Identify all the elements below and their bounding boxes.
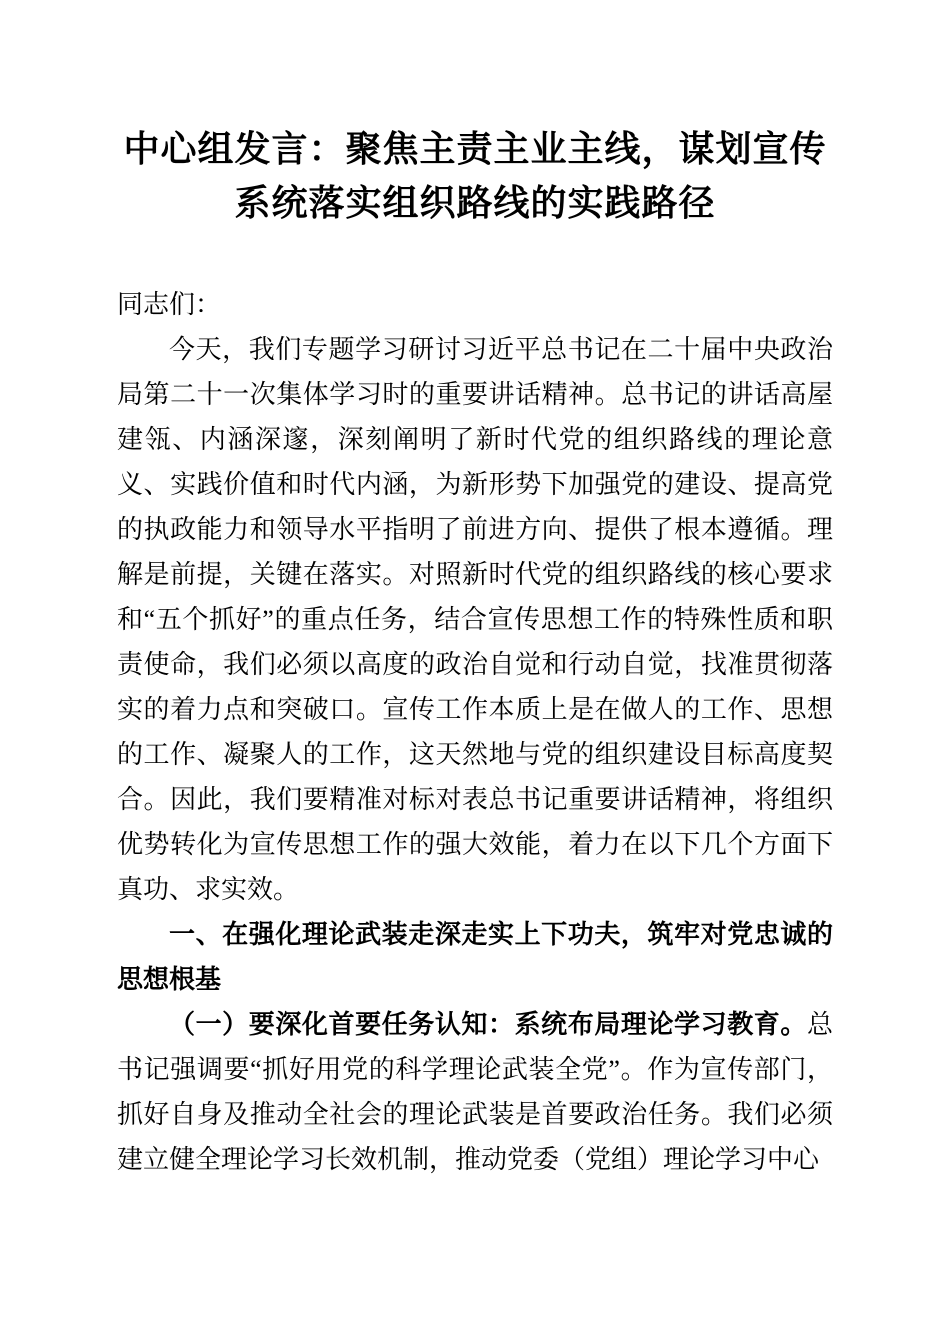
section1-item1-body-text: 总书记强调要“抓好用党的科学理论武装全党”。作为宣传部门，抓好自身及推动全社会的理论武装是首要政治任务。我们必须建立健全理论学习长效机制，推动党委（党组）理论学习中心 (117, 1010, 833, 1174)
section1-item1-lead-phrase: （一）要深化首要任务认知：系统布局理论学习教育。 (169, 1010, 807, 1039)
salutation: 同志们： (117, 290, 222, 319)
section1-item1-paragraph (117, 1002, 833, 1182)
document-title: 中心组发言：聚焦主责主业主线，谋划宣传系统落实组织路线的实践路径 (123, 129, 827, 223)
section-heading-1: 一、在强化理论武装走深走实上下功夫，筑牢对党忠诚的思想根基 (117, 919, 833, 994)
opening-paragraph: 今天，我们专题学习研讨习近平总书记在二十届中央政治局第二十一次集体学习时的重要讲话精神。总书记的讲话高屋建瓴、内涵深邃，深刻阐明了新时代党的组织路线的理论意义、实践价值和时代内涵，为新形势下加强党的建设、提高党的执政能力和领导水平指明了前进方向、提供了根本遵循。理解是前提，关键在落实。对照新时代党的组织路线的核心要求和“五个抓好”的重点任务，结合宣传思想工作的特殊性质和职责使命，我们必须以高度的政治自觉和行动自觉，找准贯彻落实的着力点和突破口。宣传工作本质上是在做人的工作、思想的工作、凝聚人的工作，这天然地与党的组织建设目标高度契合。因此，我们要精准对标对表总书记重要讲话精神，将组织优势转化为宣传思想工作的强大效能，着力在以下几个方面下真功、求实效。 (117, 335, 833, 904)
